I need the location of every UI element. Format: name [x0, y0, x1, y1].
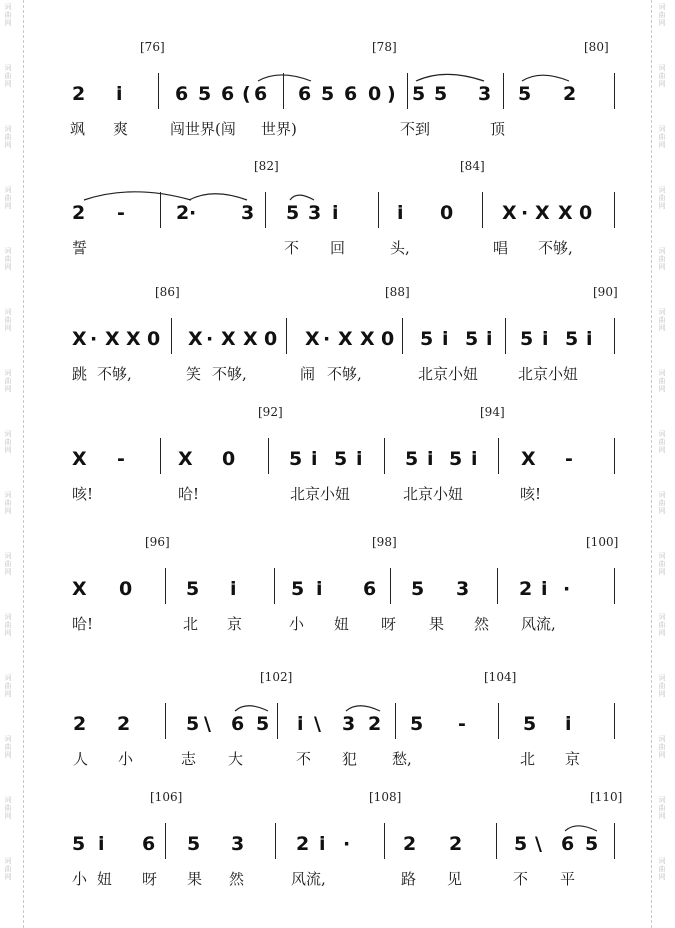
note: 6 — [298, 83, 312, 105]
note: X — [72, 328, 87, 350]
lyric-syllable: 哈! — [178, 485, 200, 503]
note: i — [565, 713, 572, 735]
lyric-syllable: 不 — [284, 239, 300, 257]
barline — [286, 318, 287, 354]
note: 5 — [523, 713, 537, 735]
note: X — [338, 328, 353, 350]
barline — [497, 568, 498, 604]
lyric-syllable: 北 — [183, 615, 199, 633]
lyric-syllable: 不够, — [327, 365, 362, 383]
lyric-syllable: 果 — [429, 615, 445, 633]
lyric-syllable: 北京小妞 — [518, 365, 579, 383]
note: 5 — [405, 448, 419, 470]
note: 5 — [410, 713, 424, 735]
lyric-syllable: 风流, — [521, 615, 556, 633]
tie-slur — [258, 75, 311, 81]
note: 5 — [420, 328, 434, 350]
measure-number: [106] — [150, 790, 183, 804]
watermark-left: 词 曲 网 — [4, 735, 12, 759]
note: 5 — [514, 833, 528, 855]
watermark-right: 词 曲 网 — [658, 430, 666, 454]
note: 2 — [72, 202, 86, 224]
barline — [160, 192, 161, 228]
note: 0 — [147, 328, 161, 350]
note: \ — [204, 713, 211, 735]
watermark-left: 词 曲 网 — [4, 857, 12, 881]
watermark-right: 词 曲 网 — [658, 308, 666, 332]
note: i — [586, 328, 593, 350]
lyric-syllable: 小 — [72, 870, 88, 888]
note: 5 — [434, 83, 448, 105]
lyric-syllable: 闯世界(闯 — [170, 120, 236, 138]
note: X — [558, 202, 573, 224]
barline — [384, 823, 385, 859]
lyric-syllable: 然 — [474, 615, 490, 633]
lyric-syllable: 顶 — [490, 120, 506, 138]
lyric-syllable: 北京小妞 — [403, 485, 464, 503]
note: X — [105, 328, 120, 350]
barline — [268, 438, 269, 474]
measure-number: [90] — [593, 285, 618, 299]
lyric-syllable: 誓 — [72, 239, 88, 257]
note: i — [356, 448, 363, 470]
note: 6 — [344, 83, 358, 105]
note: 5 — [565, 328, 579, 350]
note: 6 — [175, 83, 189, 105]
note: 0 — [368, 83, 382, 105]
note: · — [189, 202, 197, 224]
barline — [614, 438, 615, 474]
watermark-left: 词 曲 网 — [4, 247, 12, 271]
note: X — [305, 328, 320, 350]
lyric-syllable: 京 — [227, 615, 243, 633]
note: · — [206, 328, 214, 350]
lyric-syllable: 妞 — [97, 870, 113, 888]
note: i — [542, 328, 549, 350]
lyric-syllable: 路 — [401, 870, 417, 888]
barline — [614, 192, 615, 228]
lyric-syllable: 见 — [447, 870, 463, 888]
lyric-syllable: 呀 — [142, 870, 158, 888]
barline — [274, 568, 275, 604]
measure-number: [110] — [590, 790, 623, 804]
note: 5 — [186, 713, 200, 735]
lyric-syllable: 不到 — [400, 120, 431, 138]
note: 2 — [72, 83, 86, 105]
barline — [614, 703, 615, 739]
note: 5 — [72, 833, 86, 855]
note: X — [521, 448, 536, 470]
note: 5 — [449, 448, 463, 470]
lyric-syllable: 世界) — [261, 120, 297, 138]
barline — [158, 73, 159, 109]
watermark-left: 词 曲 网 — [4, 491, 12, 515]
lyric-syllable: 小 — [289, 615, 305, 633]
lyric-syllable: 爽 — [113, 120, 129, 138]
measure-number: [76] — [140, 40, 165, 54]
measure-number: [108] — [369, 790, 402, 804]
barline — [614, 568, 615, 604]
note: 5 — [334, 448, 348, 470]
note: i — [98, 833, 105, 855]
note: 5 — [291, 578, 305, 600]
measure-number: [84] — [460, 159, 485, 173]
note: X — [221, 328, 236, 350]
lyric-syllable: 愁, — [392, 750, 412, 768]
lyric-syllable: 咳! — [520, 485, 542, 503]
note: i — [316, 578, 323, 600]
watermark-right: 词 曲 网 — [658, 735, 666, 759]
barline — [498, 703, 499, 739]
note: 5 — [465, 328, 479, 350]
watermark-left: 词 曲 网 — [4, 186, 12, 210]
watermark-left: 词 曲 网 — [4, 796, 12, 820]
lyric-syllable: 北 — [520, 750, 536, 768]
tie-slur — [565, 826, 597, 831]
measure-number: [80] — [584, 40, 609, 54]
watermark-left: 词 曲 网 — [4, 125, 12, 149]
note: 0 — [579, 202, 593, 224]
tie-slur — [346, 706, 380, 711]
measure-number: [94] — [480, 405, 505, 419]
note: - — [117, 448, 125, 470]
measure-number: [82] — [254, 159, 279, 173]
lyric-syllable: 不够, — [97, 365, 132, 383]
barline — [390, 568, 391, 604]
lyric-syllable: 平 — [560, 870, 576, 888]
watermark-left: 词 曲 网 — [4, 674, 12, 698]
note: 6 — [142, 833, 156, 855]
tie-slur — [522, 75, 569, 81]
barline — [402, 318, 403, 354]
barline — [614, 318, 615, 354]
measure-number: [100] — [586, 535, 619, 549]
watermark-left: 词 曲 网 — [4, 64, 12, 88]
note: X — [360, 328, 375, 350]
note: 2 — [403, 833, 417, 855]
barline — [165, 568, 166, 604]
lyric-syllable: 犯 — [342, 750, 358, 768]
note: \ — [314, 713, 321, 735]
watermark-right: 词 曲 网 — [658, 3, 666, 27]
note: 5 — [518, 83, 532, 105]
note: 6 — [561, 833, 575, 855]
note: 0 — [440, 202, 454, 224]
watermark-left: 词 曲 网 — [4, 3, 12, 27]
note: 5 — [187, 833, 201, 855]
lyric-syllable: 闹 — [300, 365, 316, 383]
note: 5 — [321, 83, 335, 105]
note: 6 — [254, 83, 268, 105]
note: 2 — [176, 202, 190, 224]
note: 5 — [186, 578, 200, 600]
note: · — [343, 833, 351, 855]
note: - — [458, 713, 466, 735]
barline — [503, 73, 504, 109]
barline — [407, 73, 408, 109]
note: · — [563, 578, 571, 600]
note: i — [486, 328, 493, 350]
barline — [498, 438, 499, 474]
lyric-syllable: 回 — [330, 239, 346, 257]
lyric-syllable: 志 — [181, 750, 197, 768]
barline — [165, 703, 166, 739]
note: 6 — [231, 713, 245, 735]
lyric-syllable: 不 — [513, 870, 529, 888]
barline — [165, 823, 166, 859]
note: i — [541, 578, 548, 600]
watermark-right: 词 曲 网 — [658, 369, 666, 393]
watermark-right: 词 曲 网 — [658, 674, 666, 698]
watermark-right: 词 曲 网 — [658, 552, 666, 576]
barline — [283, 73, 284, 109]
note: 5 — [289, 448, 303, 470]
watermark-left: 词 曲 网 — [4, 308, 12, 332]
watermark-right: 词 曲 网 — [658, 125, 666, 149]
note: X — [188, 328, 203, 350]
barline — [505, 318, 506, 354]
note: i — [471, 448, 478, 470]
lyric-syllable: 风流, — [291, 870, 326, 888]
note: 5 — [585, 833, 599, 855]
note: 2 — [563, 83, 577, 105]
watermark-left: 词 曲 网 — [4, 369, 12, 393]
barline — [265, 192, 266, 228]
lyric-syllable: 呀 — [381, 615, 397, 633]
note: 2 — [296, 833, 310, 855]
watermark-right: 词 曲 网 — [658, 186, 666, 210]
note: - — [117, 202, 125, 224]
lyric-syllable: 妞 — [334, 615, 350, 633]
note: - — [565, 448, 573, 470]
note: 5 — [412, 83, 426, 105]
lyric-syllable: 果 — [187, 870, 203, 888]
note: 0 — [381, 328, 395, 350]
tie-slur — [84, 192, 191, 200]
lyric-syllable: 大 — [228, 750, 244, 768]
barline — [378, 192, 379, 228]
tie-slur — [189, 194, 247, 200]
watermark-right: 词 曲 网 — [658, 796, 666, 820]
lyric-syllable: 北京小妞 — [418, 365, 479, 383]
measure-number: [78] — [372, 40, 397, 54]
note: 5 — [286, 202, 300, 224]
note: · — [323, 328, 331, 350]
barline — [496, 823, 497, 859]
watermark-right: 词 曲 网 — [658, 613, 666, 637]
note: 2 — [73, 713, 87, 735]
lyric-syllable: 咳! — [72, 485, 94, 503]
note: X — [502, 202, 517, 224]
measure-number: [104] — [484, 670, 517, 684]
note: 3 — [456, 578, 470, 600]
barline — [614, 73, 615, 109]
measure-number: [86] — [155, 285, 180, 299]
lyric-syllable: 跳 — [72, 365, 88, 383]
note: 0 — [264, 328, 278, 350]
note: 0 — [222, 448, 236, 470]
measure-number: [98] — [372, 535, 397, 549]
note: 6 — [363, 578, 377, 600]
measure-number: [88] — [385, 285, 410, 299]
measure-number: [92] — [258, 405, 283, 419]
note: 2 — [368, 713, 382, 735]
lyric-syllable: 北京小妞 — [290, 485, 351, 503]
note: i — [319, 833, 326, 855]
watermark-left: 词 曲 网 — [4, 552, 12, 576]
watermark-right: 词 曲 网 — [658, 857, 666, 881]
barline — [160, 438, 161, 474]
barline — [614, 823, 615, 859]
watermark-left: 词 曲 网 — [4, 613, 12, 637]
note: 3 — [241, 202, 255, 224]
note: i — [442, 328, 449, 350]
watermark-left: 词 曲 网 — [4, 430, 12, 454]
note: i — [297, 713, 304, 735]
note: 6 — [221, 83, 235, 105]
measure-number: [96] — [145, 535, 170, 549]
measure-number: [102] — [260, 670, 293, 684]
note: 5 — [411, 578, 425, 600]
note: i — [332, 202, 339, 224]
lyric-syllable: 飒 — [70, 120, 86, 138]
lyric-syllable: 不够, — [538, 239, 573, 257]
lyric-syllable: 不够, — [212, 365, 247, 383]
note: X — [178, 448, 193, 470]
lyric-syllable: 然 — [229, 870, 245, 888]
lyric-syllable: 人 — [73, 750, 89, 768]
note: X — [72, 578, 87, 600]
note: 2 — [449, 833, 463, 855]
lyric-syllable: 不 — [296, 750, 312, 768]
barline — [395, 703, 396, 739]
note: 5 — [256, 713, 270, 735]
lyric-syllable: 笑 — [186, 365, 202, 383]
note: X — [535, 202, 550, 224]
lyric-syllable: 唱 — [493, 239, 509, 257]
note: i — [397, 202, 404, 224]
note: 5 — [198, 83, 212, 105]
note: ) — [387, 83, 396, 105]
tie-slur — [290, 195, 314, 200]
note: 3 — [308, 202, 322, 224]
note: X — [126, 328, 141, 350]
note: \ — [535, 833, 542, 855]
barline — [384, 438, 385, 474]
barline — [171, 318, 172, 354]
note: i — [116, 83, 123, 105]
note: i — [311, 448, 318, 470]
lyric-syllable: 小 — [118, 750, 134, 768]
barline — [275, 823, 276, 859]
note: i — [230, 578, 237, 600]
note: X — [243, 328, 258, 350]
watermark-right: 词 曲 网 — [658, 247, 666, 271]
note: X — [72, 448, 87, 470]
barline — [277, 703, 278, 739]
note: 3 — [231, 833, 245, 855]
tie-slur — [416, 74, 484, 81]
watermark-right: 词 曲 网 — [658, 491, 666, 515]
note: 2 — [117, 713, 131, 735]
note: 5 — [520, 328, 534, 350]
note: · — [90, 328, 98, 350]
barline — [482, 192, 483, 228]
lyric-syllable: 头, — [390, 239, 410, 257]
note: ( — [242, 83, 251, 105]
note: · — [521, 202, 529, 224]
lyric-syllable: 京 — [565, 750, 581, 768]
note: 0 — [119, 578, 133, 600]
tie-slur — [235, 706, 268, 711]
note: i — [427, 448, 434, 470]
note: 2 — [519, 578, 533, 600]
note: 3 — [478, 83, 492, 105]
watermark-right: 词 曲 网 — [658, 64, 666, 88]
note: 3 — [342, 713, 356, 735]
lyric-syllable: 哈! — [72, 615, 94, 633]
